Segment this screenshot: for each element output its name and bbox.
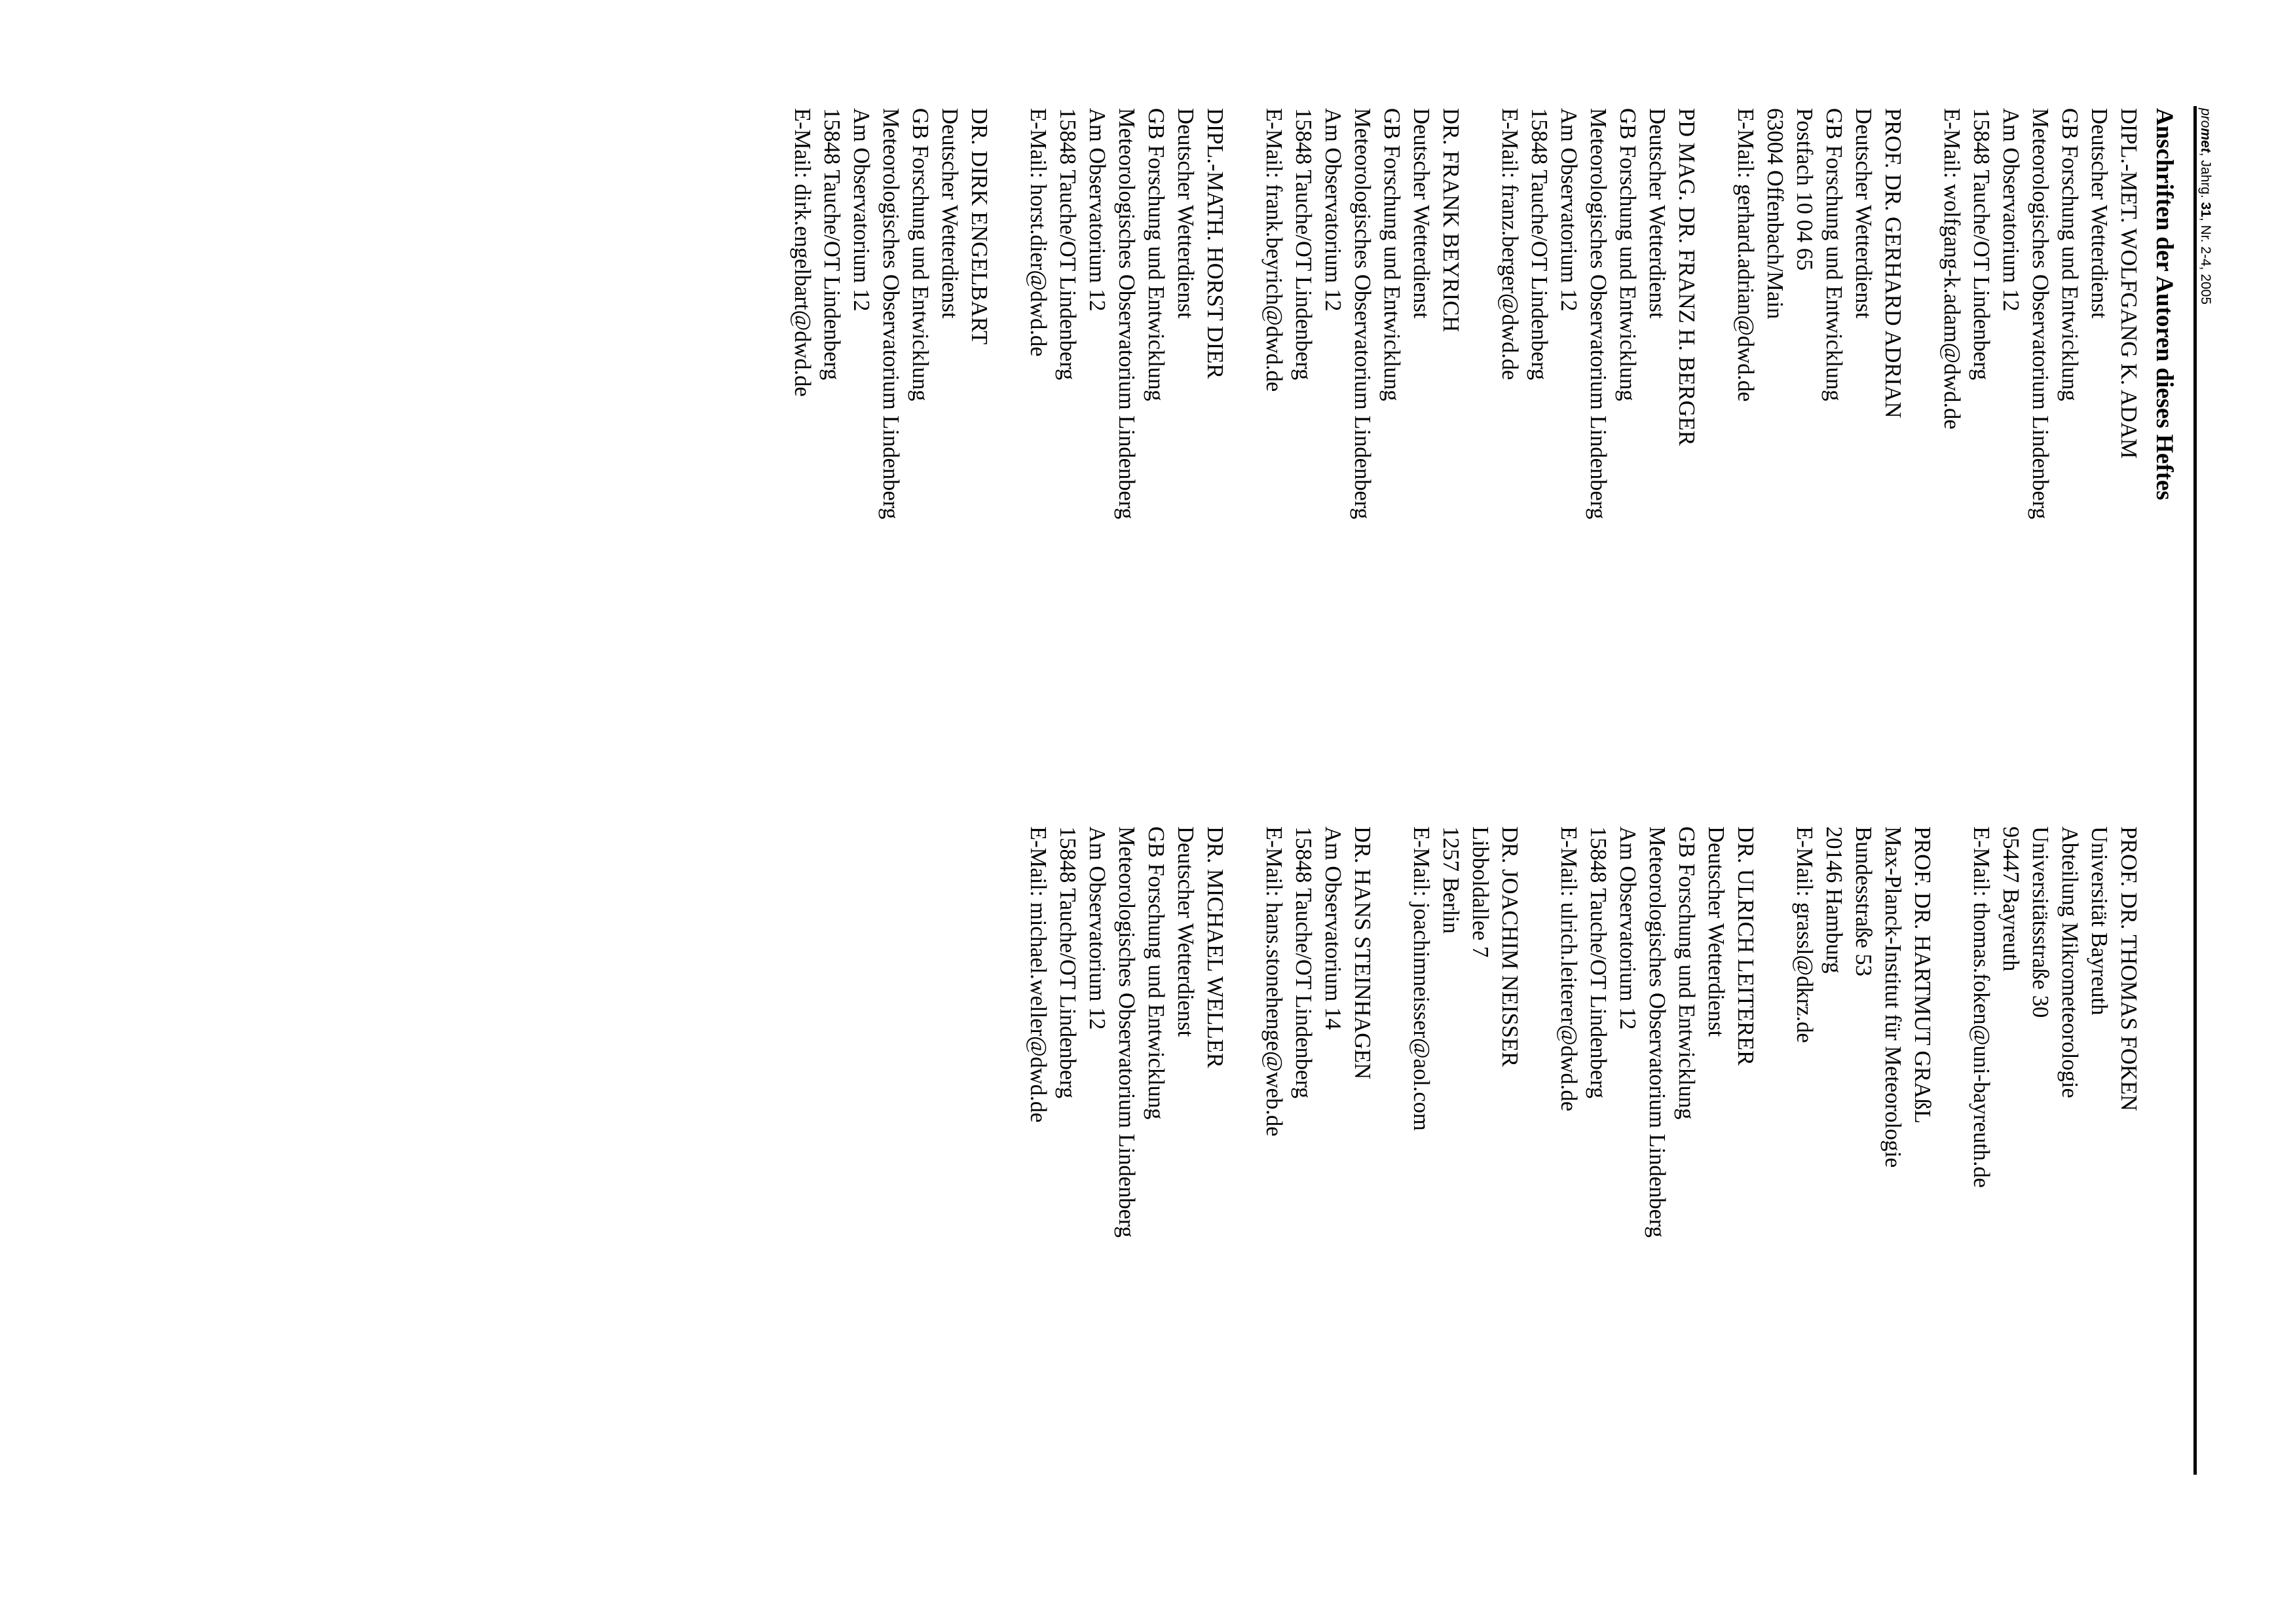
author-address-block: [1789, 826, 1937, 1238]
address-line: GB Forschung und Entwicklung: [1144, 826, 1168, 1120]
address-line: Deutscher Wetterdienst: [2087, 108, 2112, 319]
author-name: PROF. DR. HARTMUT GRAßL: [1910, 826, 1935, 1124]
address-line: Deutscher Wetterdienst: [1704, 826, 1728, 1037]
address-line: Deutscher Wetterdienst: [937, 108, 962, 319]
address-line: GB Forschung und Entwicklung: [1674, 826, 1699, 1120]
author-name: DR. HANS STEINHAGEN: [1350, 826, 1375, 1080]
address-line: 15848 Tauche/OT Lindenberg: [1055, 108, 1080, 380]
address-line: GB Forschung und Entwicklung: [1379, 108, 1404, 401]
volume-label: , Jahrg.: [2198, 152, 2213, 202]
journal-name-suffix: met: [2198, 128, 2213, 153]
author-email: E-Mail: grassl@dkrz.de: [1792, 826, 1817, 1043]
author-address-block: [1406, 826, 1524, 1238]
address-line: Meteorologisches Observatorium Lindenberg: [2028, 108, 2053, 519]
author-email: E-Mail: joachimneisser@aol.com: [1409, 826, 1434, 1131]
address-line: 20146 Hamburg: [1821, 826, 1846, 974]
author-name: DR. FRANK BEYRICH: [1438, 108, 1463, 333]
address-line: GB Forschung und Entwicklung: [2057, 108, 2082, 401]
address-line: GB Forschung und Entwicklung: [1144, 108, 1168, 401]
address-line: Meteorologisches Observatorium Lindenberg: [878, 108, 903, 519]
address-line: GB Forschung und Entwicklung: [1821, 108, 1846, 401]
address-line: 15848 Tauche/OT Lindenberg: [1291, 108, 1316, 380]
author-email: E-Mail: franz.berger@dwd.de: [1497, 108, 1522, 380]
author-name: DIPL.-MET. WOLFGANG K. ADAM: [2116, 108, 2141, 459]
volume-number: 31: [2198, 202, 2213, 217]
address-line: GB Forschung und Entwicklung: [1615, 108, 1640, 401]
address-line: Meteorologisches Observatorium Lindenberg: [1114, 826, 1139, 1238]
running-header: [2197, 108, 2213, 304]
author-address-block: [1966, 826, 2143, 1238]
address-line: Deutscher Wetterdienst: [1173, 108, 1198, 319]
address-line: Abteilung Mikrometeorologie: [2057, 826, 2082, 1098]
author-address-block: [1259, 108, 1465, 519]
address-line: Max-Planck-Institut für Meteorologie: [1880, 826, 1905, 1168]
author-address-block: [1554, 826, 1760, 1238]
address-line: Bundesstraße 53: [1851, 826, 1876, 977]
address-line: 15848 Tauche/OT Lindenberg: [1055, 826, 1080, 1099]
author-column-right: [994, 826, 2143, 1238]
address-line: Am Observatorium 12: [1998, 108, 2023, 312]
header-rule: [2193, 106, 2197, 1475]
author-name: PD MAG. DR. FRANZ H. BERGER: [1674, 108, 1699, 446]
address-line: Am Observatorium 12: [849, 108, 874, 312]
author-email: E-Mail: wolfgang-k.adam@dwd.de: [1939, 108, 1964, 430]
author-name: PROF. DR. THOMAS FOKEN: [2116, 826, 2141, 1111]
address-line: Am Observatorium 12: [1085, 826, 1110, 1030]
address-line: Deutscher Wetterdienst: [1645, 108, 1670, 319]
author-email: E-Mail: hans.stonehenge@web.de: [1261, 826, 1286, 1137]
address-line: Libboldallee 7: [1468, 826, 1493, 958]
address-line: Deutscher Wetterdienst: [1851, 108, 1876, 319]
address-line: Universitätsstraße 30: [2028, 826, 2053, 1018]
address-line: 15848 Tauche/OT Lindenberg: [819, 108, 844, 380]
address-line: Postfach 10 04 65: [1792, 108, 1817, 271]
author-address-block: [1730, 108, 1907, 519]
author-name: DR. DIRK ENGELBART: [967, 108, 992, 345]
author-column-left: [758, 108, 2143, 519]
address-line: Meteorologisches Observatorium Lindenberg: [1114, 108, 1139, 519]
author-email: E-Mail: thomas.foken@uni-bayreuth.de: [1969, 826, 1994, 1188]
author-address-block: [1495, 108, 1701, 519]
address-line: Am Observatorium 12: [1615, 826, 1640, 1030]
issue-info: , Nr. 2-4, 2005: [2198, 217, 2213, 305]
author-address-block: [1259, 826, 1377, 1238]
address-line: 15848 Tauche/OT Lindenberg: [1291, 826, 1316, 1099]
author-name: PROF. DR. GERHARD ADRIAN: [1880, 108, 1905, 418]
page-title: Anschriften der Autoren dieses Heftes: [2151, 108, 2178, 500]
author-name: DIPL.-MATH. HORST DIER: [1203, 108, 1227, 379]
address-line: 95447 Bayreuth: [1998, 826, 2023, 972]
author-address-block: [1023, 108, 1229, 519]
author-name: DR. ULRICH LEITERER: [1733, 826, 1758, 1066]
author-email: E-Mail: ulrich.leiterer@dwd.de: [1556, 826, 1581, 1112]
address-line: Meteorologisches Observatorium Lindenberg: [1586, 108, 1611, 519]
address-line: Deutscher Wetterdienst: [1409, 108, 1434, 319]
author-email: E-Mail: frank.beyrich@dwd.de: [1261, 108, 1286, 392]
address-line: Meteorologisches Observatorium Lindenberg: [1350, 108, 1375, 519]
address-line: 1257 Berlin: [1438, 826, 1463, 934]
address-line: Am Observatorium 12: [1320, 108, 1345, 312]
address-line: 15848 Tauche/OT Lindenberg: [1527, 108, 1552, 380]
address-line: GB Forschung und Entwicklung: [908, 108, 933, 401]
journal-name: [2198, 108, 2213, 153]
address-line: 15848 Tauche/OT Lindenberg: [1586, 826, 1611, 1099]
author-email: E-Mail: dirk.engelbart@dwd.de: [790, 108, 815, 397]
journal-name-prefix: pro: [2198, 108, 2213, 128]
author-email: E-Mail: gerhard.adrian@dwd.de: [1733, 108, 1758, 402]
address-line: 15848 Tauche/OT Lindenberg: [1969, 108, 1994, 380]
address-line: Am Observatorium 12: [1556, 108, 1581, 312]
address-line: Deutscher Wetterdienst: [1173, 826, 1198, 1037]
author-address-block: [1023, 826, 1229, 1238]
author-name: DR. MICHAEL WELLER: [1203, 826, 1227, 1068]
author-email: E-Mail: horst.dier@dwd.de: [1026, 108, 1051, 357]
author-address-block: [787, 108, 994, 519]
address-line: 63004 Offenbach/Main: [1763, 108, 1787, 320]
address-line: Am Observatorium 14: [1320, 826, 1345, 1030]
author-email: E-Mail: michael.weller@dwd.de: [1026, 826, 1051, 1123]
address-line: Universität Bayreuth: [2087, 826, 2112, 1016]
author-name: DR. JOACHIM NEISSER: [1497, 826, 1522, 1067]
address-line: Meteorologisches Observatorium Lindenberg: [1645, 826, 1670, 1238]
address-line: Am Observatorium 12: [1085, 108, 1110, 312]
author-address-block: [1937, 108, 2143, 519]
